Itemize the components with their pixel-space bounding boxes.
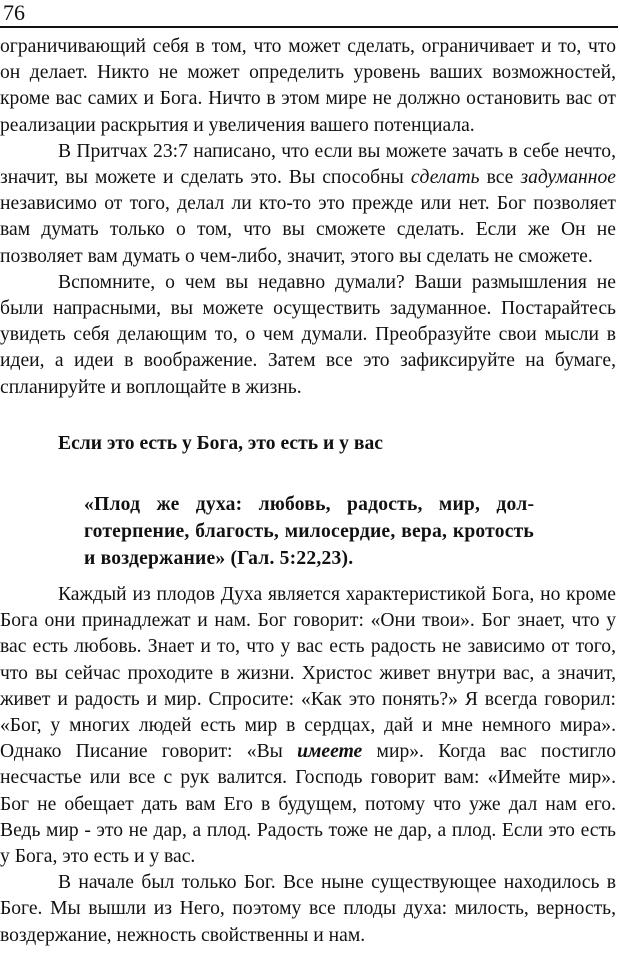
paragraph-2-text-b: все [479, 167, 521, 189]
paragraph-2-emphasis-1: сделать [410, 167, 480, 189]
paragraph-4-text-b: мир». Когда вас постигло несчастье или все с рук валится. Господь говорит вам: «Имейте мир». Бог не обещает дать вам Его в будущем, потому что уже дал нам его. Ведь мир - это не дар, а плод. Радость тоже не дар, а плод. Если это есть у Бога, это есть и у вас. [0, 741, 616, 868]
paragraph-1 [0, 34, 616, 139]
paragraph-3-text: Вспомните, о чем вы недавно думали? Ваши размышления не были напрасными, вы можете осуществить задуманное. Постарайтесь увидеть себя делающим то, о чем думали. Преобразуйте свои мысли в идеи, а идеи в воображение. Затем все это зафиксируйте на бумаге, спланируйте и воплощайте в жизнь. [0, 271, 616, 398]
scripture-quote [0, 491, 616, 572]
paragraph-4-text-a: Каждый из плодов Духа является характеристикой Бога, но кроме Бога они принадлежат и нам. Бог говорит: «Они твои». Бог знает, что у вас есть любовь. Знает и то, что у вас есть радость не зависимо от того, что вы сейчас проходите в жизни. Христос живет внутри вас, а значит, живет и радость и мир. Спросите: «Как это понять?» Я всегда говорил: «Бог, у многих людей есть мир в сердцах, дай и мне немного мира». Однако Писание говорит: «Вы [0, 584, 616, 763]
paragraph-4 [0, 582, 616, 870]
scripture-quote-text: «Плод же духа: любовь, радость, мир, долготерпение, благость, милосердие, вера, кротость и воздержание» [84, 494, 534, 570]
header-rule [0, 26, 618, 28]
paragraph-2 [0, 139, 616, 270]
page-body [0, 34, 616, 949]
paragraph-2-text-a: В Притчах 23:7 написано, что если вы можете зачать в себе нечто, значит, вы можете и сделать это. Вы способны [0, 140, 616, 189]
page-number: 76 [3, 0, 25, 25]
paragraph-2-text-c: независимо от того, делал ли кто-то это прежде или нет. Бог позволяет вам думать только о том, что вы сможете сделать. Если же Он не позволяет вам думать о чем-либо, значит, этого вы сделать не сможете. [0, 193, 616, 267]
scripture-quote-reference: (Гал. 5:22,23). [225, 548, 354, 570]
paragraph-4-emphasis: имеете [297, 741, 363, 763]
paragraph-5-text: В начале был только Бог. Все ныне существующее находилось в Боге. Мы вышли из Него, поэтому все плоды духа: милость, верность, воздержание, нежность свойственны и нам. [0, 872, 616, 946]
section-heading: Если это есть у Бога, это есть и у вас [58, 432, 383, 454]
paragraph-3 [0, 270, 616, 401]
paragraph-1-text: ограничивающий себя в том, что может сделать, ограничивает и то, что он делает. Никто не может определить уровень ваших возможностей, кроме вас самих и Бога. Ничто в этом мире не должно остановить вас от реализации раскрытия и увеличения вашего потенциала. [0, 36, 616, 136]
paragraph-2-emphasis-2: задуманное [520, 167, 616, 189]
paragraph-5 [0, 870, 616, 949]
